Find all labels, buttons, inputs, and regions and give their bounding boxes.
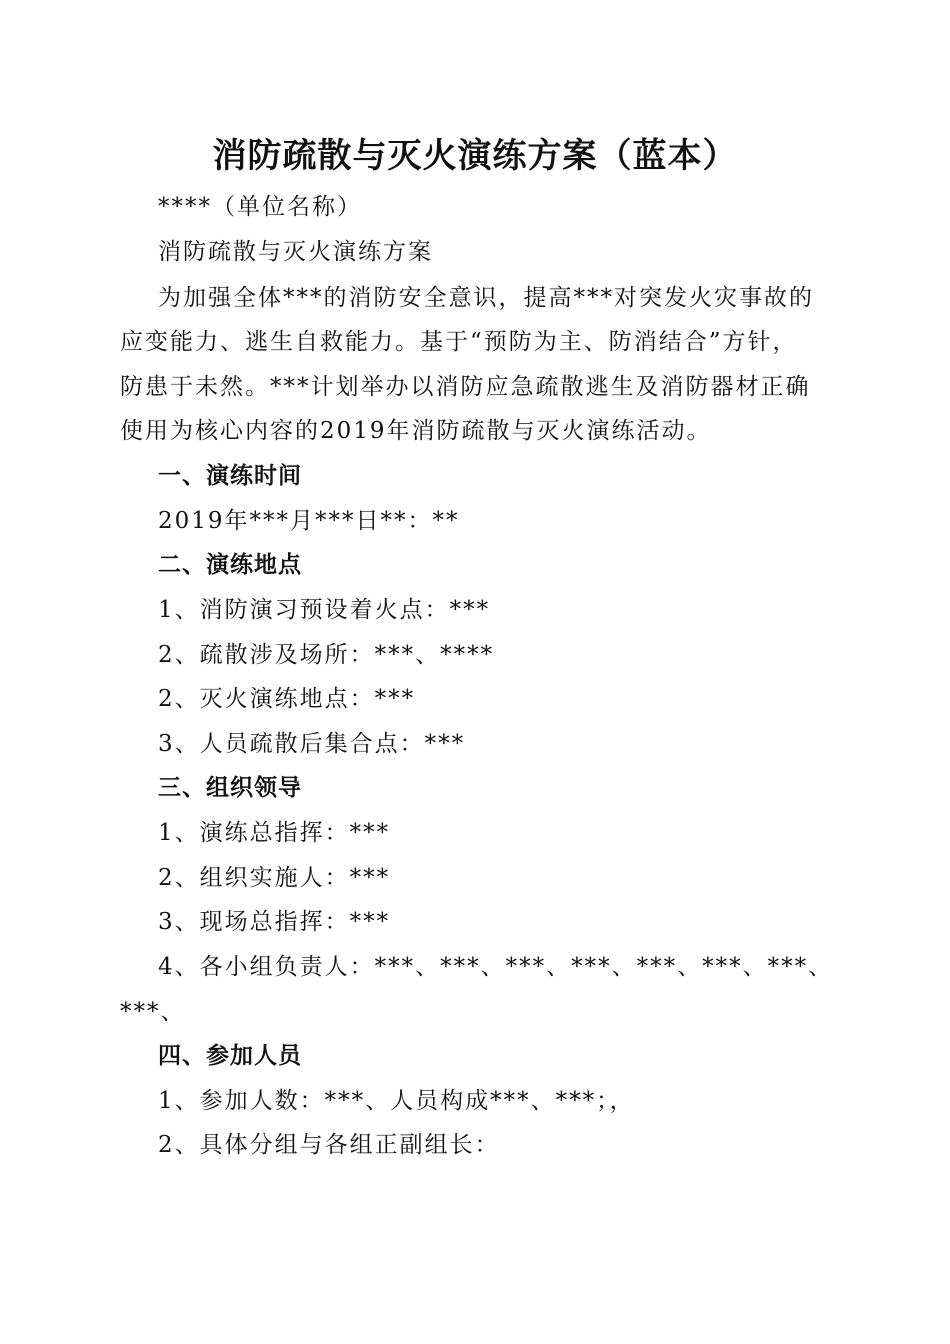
section-heading-leadership: 三、组织领导 (158, 775, 302, 801)
leadership-item-continued: ***、 (120, 999, 186, 1025)
intro-line-2: 应变能力、逃生自救能力。基于“预防为主、防消结合”方针， (120, 329, 798, 355)
drill-time: 2019年***月***日**：** (158, 508, 460, 534)
leadership-item: 2、组织实施人：*** (158, 865, 391, 891)
section-heading-time: 一、演练时间 (158, 463, 302, 489)
intro-line-3: 防患于未然。***计划举办以消防应急疏散逃生及消防器材正确 (120, 374, 811, 400)
leadership-item: 1、演练总指挥：*** (158, 820, 391, 846)
leadership-item: 4、各小组负责人：***、***、***、***、***、***、***、 (158, 954, 834, 980)
section-heading-location: 二、演练地点 (158, 552, 302, 578)
location-item: 3、人员疏散后集合点：*** (158, 731, 466, 757)
intro-line-1: 为加强全体***的消防安全意识，提高***对突发火灾事故的 (158, 285, 814, 311)
leadership-item: 3、现场总指挥：*** (158, 909, 391, 935)
document-title: 消防疏散与灭火演练方案（蓝本） (212, 136, 738, 176)
unit-name: ****（单位名称） (158, 194, 362, 220)
location-item: 1、消防演习预设着火点：*** (158, 597, 491, 623)
section-heading-participants: 四、参加人员 (158, 1043, 302, 1069)
location-item: 2、灭火演练地点：*** (158, 686, 416, 712)
intro-line-4: 使用为核心内容的2019年消防疏散与灭火演练活动。 (120, 418, 712, 444)
location-item: 2、疏散涉及场所：***、**** (158, 642, 495, 668)
document-subtitle: 消防疏散与灭火演练方案 (158, 239, 433, 265)
participants-item: 2、具体分组与各组正副组长： (158, 1132, 500, 1158)
participants-item: 1、参加人数：***、人员构成***、***；， (158, 1088, 635, 1114)
